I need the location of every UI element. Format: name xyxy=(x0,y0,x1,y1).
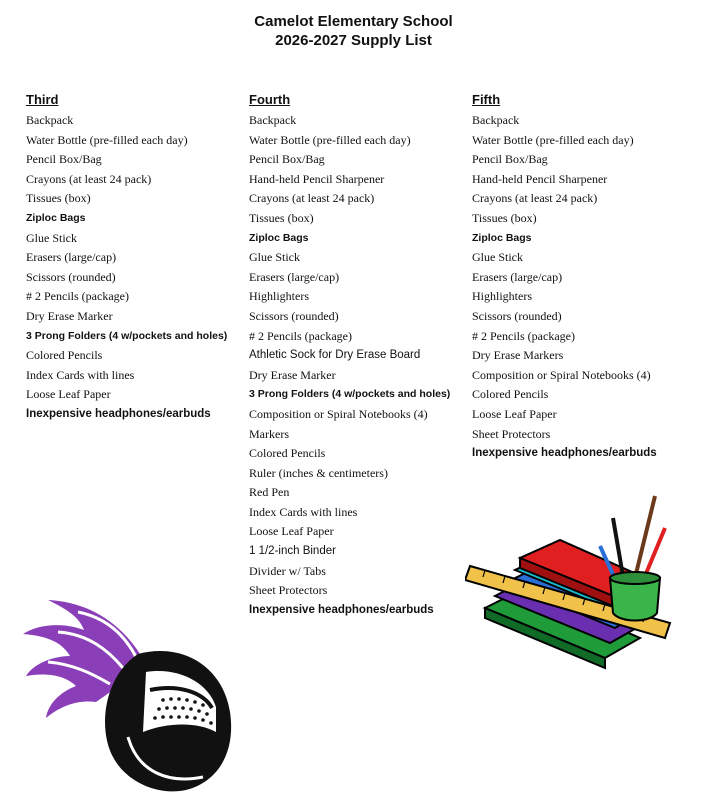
supply-item: Index Cards with lines xyxy=(26,367,135,382)
supply-item: Glue Stick xyxy=(472,250,523,265)
supply-item: Loose Leaf Paper xyxy=(472,406,557,421)
supply-item: Scissors (rounded) xyxy=(26,269,116,284)
supply-item: Ziploc Bags xyxy=(472,231,532,244)
supply-item: Backpack xyxy=(26,113,74,127)
school-name: Camelot Elementary School xyxy=(254,13,453,30)
supply-item: Crayons (at least 24 pack) xyxy=(249,191,375,206)
supply-item: Colored Pencils xyxy=(472,387,549,402)
supply-item: Pencil Box/Bag xyxy=(472,152,548,167)
supply-item: Loose Leaf Paper xyxy=(249,524,334,539)
supply-item: 3 Prong Folders (4 w/pockets and holes) xyxy=(249,388,451,401)
supply-item: Backpack xyxy=(472,113,520,127)
supply-item: Highlighters xyxy=(249,289,309,304)
page-header xyxy=(0,12,707,50)
supply-item: Inexpensive headphones/earbuds xyxy=(26,407,211,420)
supply-item: Athletic Sock for Dry Erase Board xyxy=(249,349,421,362)
supply-item: Backpack xyxy=(249,113,297,127)
supply-item: Hand-held Pencil Sharpener xyxy=(472,171,608,186)
supply-item: Composition or Spiral Notebooks (4) xyxy=(249,406,428,421)
supply-list xyxy=(472,111,697,464)
supply-list xyxy=(249,111,474,620)
supply-item: Tissues (box) xyxy=(249,210,314,225)
supply-item: Colored Pencils xyxy=(26,348,103,363)
column-heading: Fifth xyxy=(472,92,501,107)
column-heading: Fourth xyxy=(249,92,291,107)
helmet xyxy=(105,651,231,791)
supply-item: Highlighters xyxy=(472,289,532,304)
supply-item: Water Bottle (pre-filled each day) xyxy=(249,132,411,147)
list-title: 2026-2027 Supply List xyxy=(275,32,432,49)
knight-helmet-icon xyxy=(18,572,253,797)
supply-item: Tissues (box) xyxy=(26,191,91,206)
supply-item: Red Pen xyxy=(249,485,290,500)
supply-item: Erasers (large/cap) xyxy=(249,269,340,284)
supply-item: Ruler (inches & centimeters) xyxy=(249,465,388,480)
supply-list xyxy=(26,111,251,425)
supply-item: Dry Erase Marker xyxy=(26,308,113,323)
supply-item: 1 1/2-inch Binder xyxy=(249,545,336,558)
supply-item: # 2 Pencils (package) xyxy=(249,328,352,343)
supply-item: Erasers (large/cap) xyxy=(472,269,563,284)
supply-item: Sheet Protectors xyxy=(249,583,328,598)
supply-item: Scissors (rounded) xyxy=(249,308,339,323)
column-fifth xyxy=(472,90,697,464)
supply-item: Crayons (at least 24 pack) xyxy=(26,171,152,186)
supply-item: Water Bottle (pre-filled each day) xyxy=(472,132,634,147)
supply-item: Glue Stick xyxy=(26,230,77,245)
supply-item: Erasers (large/cap) xyxy=(26,250,117,265)
column-fourth xyxy=(249,90,474,620)
supply-item: Sheet Protectors xyxy=(472,426,551,441)
supply-item: Dry Erase Marker xyxy=(249,367,336,382)
supply-item: Colored Pencils xyxy=(249,446,326,461)
supply-item: Pencil Box/Bag xyxy=(249,152,325,167)
supply-item: # 2 Pencils (package) xyxy=(472,328,575,343)
supply-item: Markers xyxy=(249,426,289,441)
supply-item: Composition or Spiral Notebooks (4) xyxy=(472,367,651,382)
supply-item: Ziploc Bags xyxy=(249,231,309,244)
column-third xyxy=(26,90,251,425)
supply-item: Ziploc Bags xyxy=(26,211,86,224)
supply-item: Inexpensive headphones/earbuds xyxy=(472,447,657,460)
supply-item: Water Bottle (pre-filled each day) xyxy=(26,132,188,147)
supply-item: # 2 Pencils (package) xyxy=(26,289,129,304)
supply-item: Index Cards with lines xyxy=(249,504,358,519)
supply-item: Glue Stick xyxy=(249,250,300,265)
supply-item: Pencil Box/Bag xyxy=(26,152,102,167)
supply-item: Scissors (rounded) xyxy=(472,308,562,323)
supply-item: Inexpensive headphones/earbuds xyxy=(249,603,434,616)
supply-item: Tissues (box) xyxy=(472,210,537,225)
supply-item: Crayons (at least 24 pack) xyxy=(472,191,598,206)
supply-item: Divider w/ Tabs xyxy=(249,563,326,578)
supply-item: 3 Prong Folders (4 w/pockets and holes) xyxy=(26,329,228,342)
supply-item: Hand-held Pencil Sharpener xyxy=(249,171,385,186)
books-supplies-icon xyxy=(465,488,680,693)
supply-item: Loose Leaf Paper xyxy=(26,387,111,402)
supply-item: Dry Erase Markers xyxy=(472,348,564,363)
column-heading: Third xyxy=(26,92,59,107)
